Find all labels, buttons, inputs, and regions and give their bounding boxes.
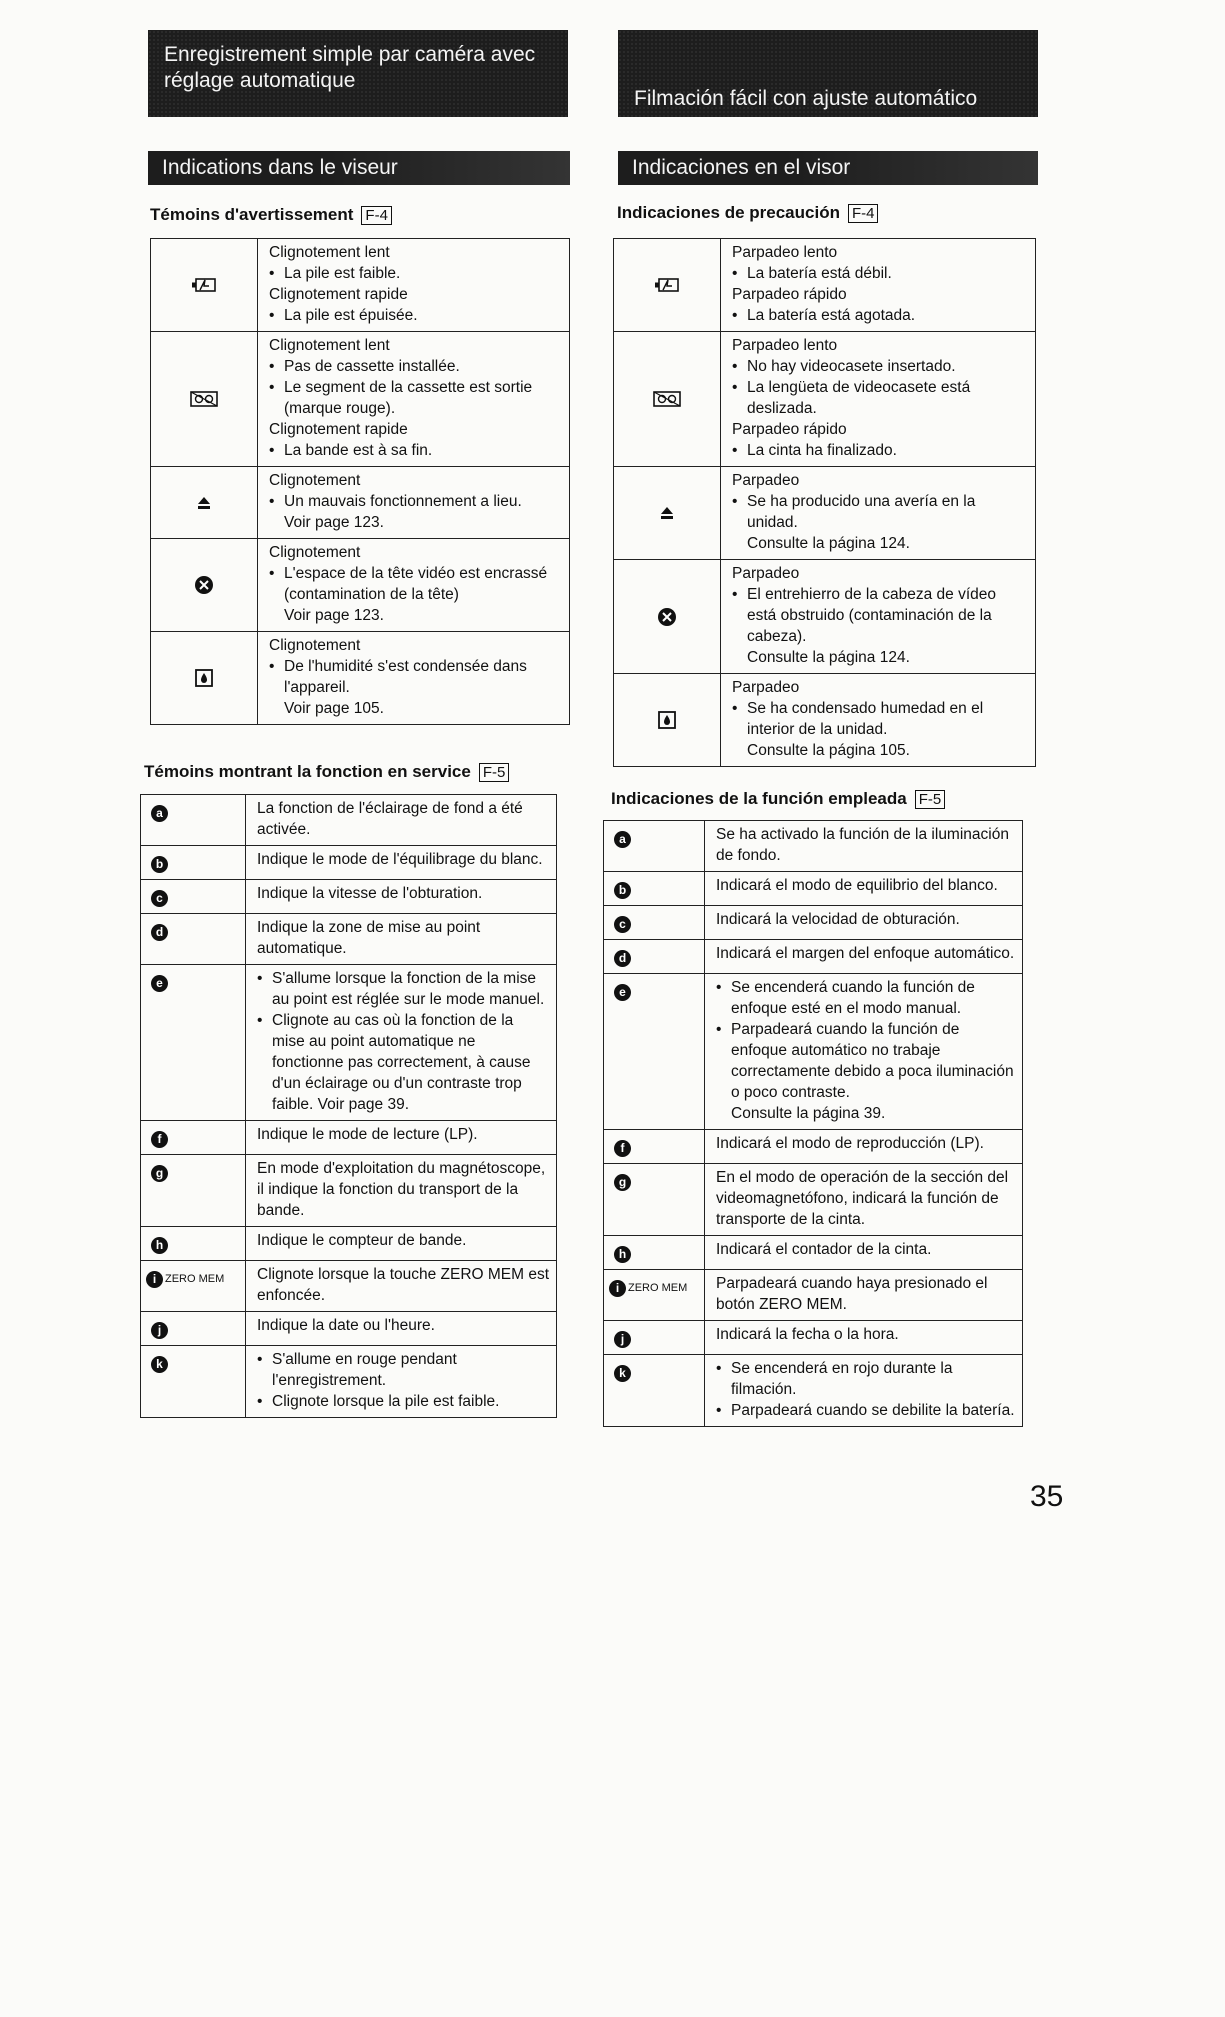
symbol-cell — [151, 239, 258, 332]
description-cell — [258, 332, 570, 467]
indicator-letter-icon: h — [614, 1246, 631, 1263]
warning-row — [151, 239, 570, 332]
description-cell — [721, 674, 1036, 767]
text-line: En mode d'exploitation du magnétoscope, il indique la fonction du transport de la bande. — [257, 1160, 546, 1219]
es-function-rows — [604, 821, 1023, 1427]
indicator-letter-icon: i — [609, 1280, 626, 1297]
function-row — [141, 1155, 557, 1227]
bullet-item: • Parpadeará cuando se debilite la batería. — [716, 1400, 1016, 1421]
bullet-item: • La pile est épuisée. — [269, 305, 563, 326]
indicator-letter-icon: i — [146, 1271, 163, 1288]
indicator-cell — [604, 1236, 705, 1270]
description-cell — [246, 1346, 557, 1418]
es-function-title: Indicaciones de la función empleada F-5 — [611, 789, 945, 809]
page-number: 35 — [1030, 1480, 1064, 1513]
bullet-item: • La pile est faible. — [269, 263, 563, 284]
text-line: Parpadeará cuando haya presionado el botón ZERO MEM. — [716, 1275, 988, 1313]
warning-row — [614, 239, 1036, 332]
description-cell — [246, 880, 557, 914]
function-row — [604, 1164, 1023, 1236]
eject-icon — [659, 505, 675, 522]
description-cell — [246, 795, 557, 846]
description-cell — [258, 539, 570, 632]
description-cell — [705, 1321, 1023, 1355]
cassette-icon — [653, 391, 681, 408]
battery-icon — [191, 277, 217, 294]
indicator-cell — [141, 846, 246, 880]
function-row — [604, 1236, 1023, 1270]
description-cell — [246, 1121, 557, 1155]
indicator-cell — [604, 1130, 705, 1164]
bullet-item: • Se ha condensado humedad en el interior de la unidad. — [732, 698, 1029, 740]
bullet-item: • Clignote lorsque la pile est faible. — [257, 1391, 550, 1412]
description-cell — [246, 1261, 557, 1312]
text-line: Indicará el modo de equilibrio del blanco. — [716, 877, 998, 894]
indicator-label: ZERO MEM — [165, 1273, 225, 1285]
indicator-cell — [604, 906, 705, 940]
text-line: Parpadeo — [732, 472, 800, 489]
function-row — [141, 1261, 557, 1312]
description-cell — [705, 821, 1023, 872]
description-cell — [258, 632, 570, 725]
fr-subheader-title: Indications dans le viseur — [162, 156, 398, 179]
text-line: Voir page 123. — [284, 607, 384, 624]
fr-function-code: F-5 — [479, 763, 510, 782]
function-row — [604, 1270, 1023, 1321]
indicator-cell — [141, 1227, 246, 1261]
es-subheader-title: Indicaciones en el visor — [632, 156, 851, 179]
fr-warning-title: Témoins d'avertissement F-4 — [150, 205, 392, 225]
text-line: Parpadeo lento — [732, 244, 838, 261]
function-row — [604, 821, 1023, 872]
text-line: Clignotement lent — [269, 337, 390, 354]
bullet-item: • La bande est à sa fin. — [269, 440, 563, 461]
indicator-cell — [604, 1321, 705, 1355]
description-cell — [721, 467, 1036, 560]
indicator-letter-icon: d — [151, 924, 168, 941]
function-row — [604, 872, 1023, 906]
text-line: Indique le compteur de bande. — [257, 1232, 467, 1249]
text-line: Clignotement lent — [269, 244, 390, 261]
indicator-cell — [604, 1355, 705, 1427]
function-row — [604, 906, 1023, 940]
indicator-letter-icon: g — [151, 1165, 168, 1182]
indicator-letter-icon: f — [151, 1131, 168, 1148]
text-line: Consulte la página 105. — [747, 742, 910, 759]
text-line: Indicará la velocidad de obturación. — [716, 911, 960, 928]
indicator-letter-icon: f — [614, 1140, 631, 1157]
fr-subheader-banner — [148, 151, 570, 185]
indicator-cell — [604, 821, 705, 872]
indicator-cell — [141, 1121, 246, 1155]
indicator-label: ZERO MEM — [628, 1282, 688, 1294]
indicator-letter-icon: c — [614, 916, 631, 933]
function-row — [604, 974, 1023, 1130]
text-line: Clignotement — [269, 544, 361, 561]
text-line: Clignotement — [269, 472, 361, 489]
description-cell — [246, 1227, 557, 1261]
indicator-letter-icon: b — [151, 856, 168, 873]
symbol-cell — [614, 674, 721, 767]
indicator-letter-icon: j — [151, 1322, 168, 1339]
text-line: Consulte la página 124. — [747, 649, 910, 666]
function-row — [141, 1227, 557, 1261]
symbol-cell — [614, 239, 721, 332]
text-line: Clignotement rapide — [269, 421, 408, 438]
description-cell — [705, 1236, 1023, 1270]
text-line: Voir page 105. — [284, 700, 384, 717]
indicator-letter-icon: g — [614, 1174, 631, 1191]
indicator-cell — [604, 1164, 705, 1236]
function-row — [141, 846, 557, 880]
text-line: Parpadeo rápido — [732, 286, 847, 303]
head-clog-icon — [657, 608, 677, 625]
moisture-icon — [195, 670, 213, 687]
text-line: En el modo de operación de la sección del videomagnetófono, indicará la función de transporte de la cinta. — [716, 1169, 1009, 1228]
fr-header-title: Enregistrement simple par caméra avec réglage automatique — [164, 43, 536, 92]
indicator-letter-icon: h — [151, 1237, 168, 1254]
fr-function-table — [140, 794, 557, 1418]
indicator-cell — [141, 914, 246, 965]
indicator-letter-icon: e — [614, 984, 631, 1001]
description-cell — [705, 1164, 1023, 1236]
es-header-banner — [618, 30, 1038, 117]
bullet-item: • La batería está débil. — [732, 263, 1029, 284]
text-line: Consulte la página 124. — [747, 535, 910, 552]
function-row — [604, 1321, 1023, 1355]
bullet-item: • L'espace de la tête vidéo est encrassé (contamination de la tête) — [269, 563, 563, 605]
warning-row — [614, 560, 1036, 674]
fr-function-title: Témoins montrant la fonction en service F-5 — [144, 762, 509, 782]
symbol-cell — [151, 632, 258, 725]
bullet-item: • Se encenderá en rojo durante la filmación. — [716, 1358, 1016, 1400]
symbol-cell — [614, 467, 721, 560]
symbol-cell — [151, 539, 258, 632]
indicator-letter-icon: a — [151, 805, 168, 822]
indicator-cell — [141, 1346, 246, 1418]
bullet-item: • El entrehierro de la cabeza de vídeo está obstruido (contaminación de la cabeza). — [732, 584, 1029, 647]
function-row — [141, 880, 557, 914]
bullet-item: • Le segment de la cassette est sortie (marque rouge). — [269, 377, 563, 419]
description-cell — [246, 846, 557, 880]
text-line: Se ha activado la función de la iluminación de fondo. — [716, 826, 1009, 864]
warning-row — [151, 467, 570, 539]
bullet-item: • S'allume lorsque la fonction de la mise au point est réglée sur le mode manuel. — [257, 968, 550, 1010]
bullet-item: • Pas de cassette installée. — [269, 356, 563, 377]
es-warning-title: Indicaciones de precaución F-4 — [617, 203, 878, 223]
text-line: Clignotement rapide — [269, 286, 408, 303]
indicator-letter-icon: a — [614, 831, 631, 848]
function-row — [141, 914, 557, 965]
text-line: Consulte la página 39. — [731, 1105, 886, 1122]
bullet-item: • Clignote au cas où la fonction de la mise au point automatique ne fonctionne pas correctement, à cause d'un éclairage ou d'un contraste trop faible. Voir page 39. — [257, 1010, 550, 1115]
es-warning-table — [613, 238, 1036, 767]
function-row — [141, 965, 557, 1121]
indicator-cell — [604, 1270, 705, 1321]
battery-icon — [654, 277, 680, 294]
text-line: Indicará el contador de la cinta. — [716, 1241, 932, 1258]
description-cell — [705, 1130, 1023, 1164]
symbol-cell — [614, 560, 721, 674]
description-cell — [705, 872, 1023, 906]
indicator-cell — [141, 965, 246, 1121]
text-line: Parpadeo — [732, 565, 800, 582]
description-cell — [705, 974, 1023, 1130]
indicator-cell — [604, 974, 705, 1130]
function-row — [141, 795, 557, 846]
description-cell — [258, 467, 570, 539]
text-line: Parpadeo rápido — [732, 421, 847, 438]
text-line: Indique la zone de mise au point automatique. — [257, 919, 481, 957]
description-cell — [705, 906, 1023, 940]
indicator-cell — [141, 1261, 246, 1312]
text-line: Indique le mode de lecture (LP). — [257, 1126, 478, 1143]
indicator-letter-icon: j — [614, 1331, 631, 1348]
symbol-cell — [614, 332, 721, 467]
text-line: Indique la vitesse de l'obturation. — [257, 885, 483, 902]
text-line: Parpadeo — [732, 679, 800, 696]
bullet-item: • S'allume en rouge pendant l'enregistrement. — [257, 1349, 550, 1391]
description-cell — [705, 1270, 1023, 1321]
es-function-table — [603, 820, 1023, 1427]
warning-row — [151, 539, 570, 632]
bullet-item: • La cinta ha finalizado. — [732, 440, 1029, 461]
fr-warning-rows — [151, 239, 570, 725]
description-cell — [258, 239, 570, 332]
fr-function-rows — [141, 795, 557, 1418]
fr-warning-code: F-4 — [361, 206, 392, 225]
fr-header-banner — [148, 30, 568, 117]
description-cell — [246, 1312, 557, 1346]
bullet-item: • La lengüeta de videocasete está deslizada. — [732, 377, 1029, 419]
text-line: Indicará el margen del enfoque automático. — [716, 945, 1015, 962]
text-line: La fonction de l'éclairage de fond a été activée. — [257, 800, 523, 838]
indicator-letter-icon: d — [614, 950, 631, 967]
text-line: Indique le mode de l'équilibrage du blanc. — [257, 851, 543, 868]
eject-icon — [196, 494, 212, 511]
description-cell — [246, 1155, 557, 1227]
es-function-code: F-5 — [915, 790, 946, 809]
text-line: Indicará la fecha o la hora. — [716, 1326, 899, 1343]
indicator-letter-icon: k — [614, 1365, 631, 1382]
es-subheader-banner — [618, 151, 1038, 185]
function-row — [604, 940, 1023, 974]
indicator-cell — [141, 880, 246, 914]
bullet-item: • No hay videocasete insertado. — [732, 356, 1029, 377]
es-warning-code: F-4 — [848, 204, 879, 223]
description-cell — [721, 560, 1036, 674]
indicator-cell — [141, 1155, 246, 1227]
warning-row — [614, 467, 1036, 560]
indicator-cell — [604, 872, 705, 906]
bullet-item: • Se ha producido una avería en la unidad. — [732, 491, 1029, 533]
bullet-item: • La batería está agotada. — [732, 305, 1029, 326]
text-line: Voir page 123. — [284, 514, 384, 531]
bullet-item: • Un mauvais fonctionnement a lieu. — [269, 491, 563, 512]
symbol-cell — [151, 467, 258, 539]
cassette-icon — [190, 391, 218, 408]
bullet-item: • De l'humidité s'est condensée dans l'appareil. — [269, 656, 563, 698]
function-row — [141, 1121, 557, 1155]
indicator-letter-icon: c — [151, 890, 168, 907]
warning-row — [151, 332, 570, 467]
es-header-title: Filmación fácil con ajuste automático — [634, 87, 978, 110]
indicator-cell — [141, 795, 246, 846]
warning-row — [614, 332, 1036, 467]
description-cell — [721, 332, 1036, 467]
warning-row — [151, 632, 570, 725]
head-clog-icon — [194, 577, 214, 594]
indicator-cell — [141, 1312, 246, 1346]
text-line: Clignote lorsque la touche ZERO MEM est enfoncée. — [257, 1266, 550, 1304]
indicator-letter-icon: e — [151, 975, 168, 992]
bullet-item: • Parpadeará cuando la función de enfoque automático no trabaje correctamente debido a poca iluminación o poco contraste. — [716, 1019, 1016, 1103]
indicator-letter-icon: k — [151, 1356, 168, 1373]
description-cell — [721, 239, 1036, 332]
indicator-cell — [604, 940, 705, 974]
bullet-item: • Se encenderá cuando la función de enfoque esté en el modo manual. — [716, 977, 1016, 1019]
function-row — [604, 1355, 1023, 1427]
moisture-icon — [658, 712, 676, 729]
function-row — [141, 1312, 557, 1346]
description-cell — [246, 965, 557, 1121]
text-line: Clignotement — [269, 637, 361, 654]
text-line: Parpadeo lento — [732, 337, 838, 354]
function-row — [604, 1130, 1023, 1164]
description-cell — [705, 940, 1023, 974]
description-cell — [705, 1355, 1023, 1427]
symbol-cell — [151, 332, 258, 467]
text-line: Indique la date ou l'heure. — [257, 1317, 435, 1334]
function-row — [141, 1346, 557, 1418]
es-warning-rows — [614, 239, 1036, 767]
fr-warning-table — [150, 238, 570, 725]
text-line: Indicará el modo de reproducción (LP). — [716, 1135, 984, 1152]
warning-row — [614, 674, 1036, 767]
indicator-letter-icon: b — [614, 882, 631, 899]
description-cell — [246, 914, 557, 965]
